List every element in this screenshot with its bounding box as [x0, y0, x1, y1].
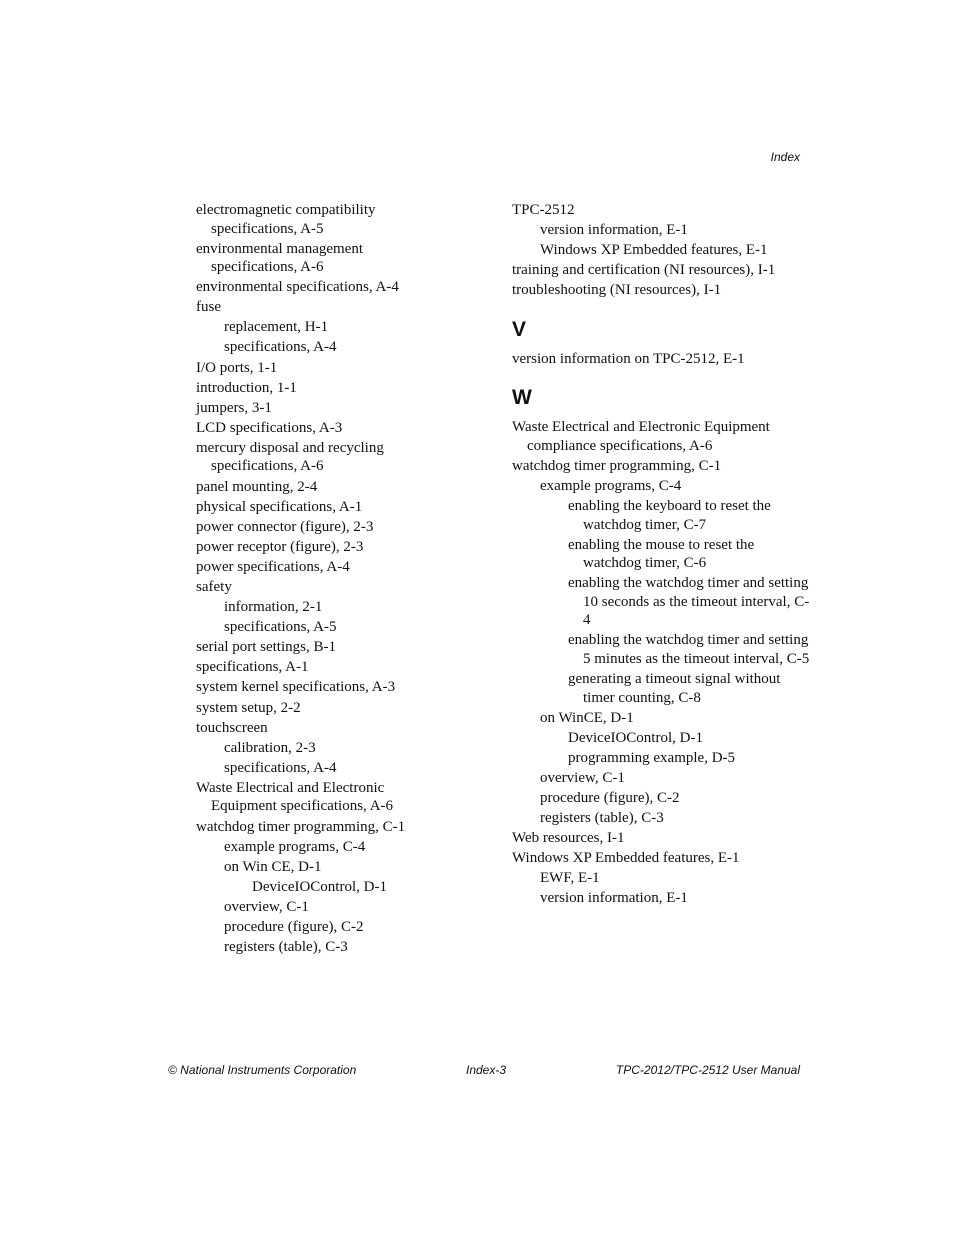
index-entry-level-0: mercury disposal and recycling specifications, A-6 — [196, 439, 384, 475]
index-entry-level-1: overview, C-1 — [540, 769, 625, 786]
index-entry-level-0: serial port settings, B-1 — [196, 639, 336, 656]
index-letter-heading: W — [512, 386, 532, 410]
index-entry-level-2: generating a timeout signal without timer counting, C-8 — [568, 671, 781, 706]
index-entry-level-1: specifications, A-5 — [224, 619, 337, 636]
index-entry-level-0: environmental management specifications, A-6 — [196, 240, 364, 276]
index-entry-level-1: on Win CE, D-1 — [224, 858, 322, 875]
index-entry-level-1: specifications, A-4 — [224, 759, 337, 776]
running-header: Index — [770, 150, 800, 164]
index-entry-level-2: programming example, D-5 — [568, 749, 736, 766]
index-entry-level-0: system setup, 2-2 — [196, 699, 301, 716]
index-entry-level-1: Windows XP Embedded features, E-1 — [540, 242, 768, 259]
index-entry-level-0: electromagnetic compatibility specifications, A-5 — [196, 202, 376, 237]
index-entry-level-1: registers (table), C-3 — [224, 939, 348, 956]
index-entry-level-0: troubleshooting (NI resources), I-1 — [512, 282, 722, 299]
index-entry-level-2: DeviceIOControl, D-1 — [252, 878, 387, 895]
index-entry-level-0: Waste Electrical and Electronic Equipment specifications, A-6 — [196, 779, 394, 815]
index-entry-level-0: safety — [196, 579, 232, 595]
index-entry-level-1: example programs, C-4 — [540, 478, 682, 495]
footer-copyright: © National Instruments Corporation — [168, 1063, 357, 1077]
index-entry-level-0: Web resources, I-1 — [512, 830, 625, 847]
index-column-right — [512, 201, 812, 910]
index-entry-level-1: replacement, H-1 — [224, 319, 329, 336]
index-entry-level-1: version information, E-1 — [540, 890, 688, 907]
index-entry-level-0: physical specifications, A-1 — [196, 498, 363, 515]
index-entry-level-0: training and certification (NI resources), I-1 — [512, 262, 776, 279]
index-entry-level-1: on WinCE, D-1 — [540, 709, 634, 726]
index-entry-level-0: watchdog timer programming, C-1 — [512, 457, 722, 474]
index-entry-level-0: power specifications, A-4 — [196, 558, 350, 575]
index-entry-level-0: TPC-2512 — [512, 202, 575, 218]
index-entry-level-1: procedure (figure), C-2 — [224, 919, 364, 935]
index-entry-level-0: I/O ports, 1-1 — [196, 359, 278, 376]
index-entry-level-0: power connector (figure), 2-3 — [196, 518, 374, 535]
index-entry-level-0: environmental specifications, A-4 — [196, 279, 399, 296]
footer-page-number: Index-3 — [466, 1063, 507, 1077]
index-entry-level-1: overview, C-1 — [224, 898, 309, 915]
index-entry-level-1: registers (table), C-3 — [540, 810, 664, 827]
index-entry-level-0: introduction, 1-1 — [196, 379, 297, 396]
index-entry-level-0: version information on TPC-2512, E-1 — [512, 350, 745, 367]
index-column-left — [196, 201, 436, 958]
index-entry-level-1: specifications, A-4 — [224, 339, 337, 356]
index-entry-level-1: example programs, C-4 — [224, 838, 366, 855]
index-entry-level-2: enabling the mouse to reset the watchdog timer, C-6 — [568, 536, 755, 572]
index-entry-level-1: information, 2-1 — [224, 599, 323, 616]
index-entry-level-0: specifications, A-1 — [196, 659, 309, 676]
index-entry-level-1: EWF, E-1 — [540, 870, 600, 887]
index-entry-level-2: enabling the watchdog timer and setting 5 minutes as the timeout interval, C-5 — [568, 632, 810, 667]
index-entry-level-2: DeviceIOControl, D-1 — [568, 729, 703, 746]
index-entry-level-0: power receptor (figure), 2-3 — [196, 538, 364, 555]
index-entry-level-2: enabling the keyboard to reset the watchdog timer, C-7 — [568, 498, 771, 533]
index-entry-level-2: enabling the watchdog timer and setting 10 seconds as the timeout interval, C-4 — [568, 575, 810, 629]
index-entry-level-1: calibration, 2-3 — [224, 739, 316, 756]
index-entry-level-0: touchscreen — [196, 719, 268, 736]
index-entry-level-1: version information, E-1 — [540, 222, 688, 239]
index-letter-heading: V — [512, 317, 527, 341]
index-entry-level-0: system kernel specifications, A-3 — [196, 679, 396, 696]
index-entry-level-0: jumpers, 3-1 — [196, 399, 272, 416]
index-entry-level-0: fuse — [196, 299, 221, 316]
index-entry-level-0: panel mounting, 2-4 — [196, 478, 318, 495]
index-entry-level-1: procedure (figure), C-2 — [540, 790, 680, 806]
index-entry-level-0: Windows XP Embedded features, E-1 — [512, 850, 740, 867]
index-entry-level-0: LCD specifications, A-3 — [196, 419, 343, 436]
index-entry-level-0: Waste Electrical and Electronic Equipment compliance specifications, A-6 — [512, 419, 770, 454]
footer-manual-title: TPC-2012/TPC-2512 User Manual — [615, 1063, 800, 1077]
index-entry-level-0: watchdog timer programming, C-1 — [196, 818, 406, 835]
